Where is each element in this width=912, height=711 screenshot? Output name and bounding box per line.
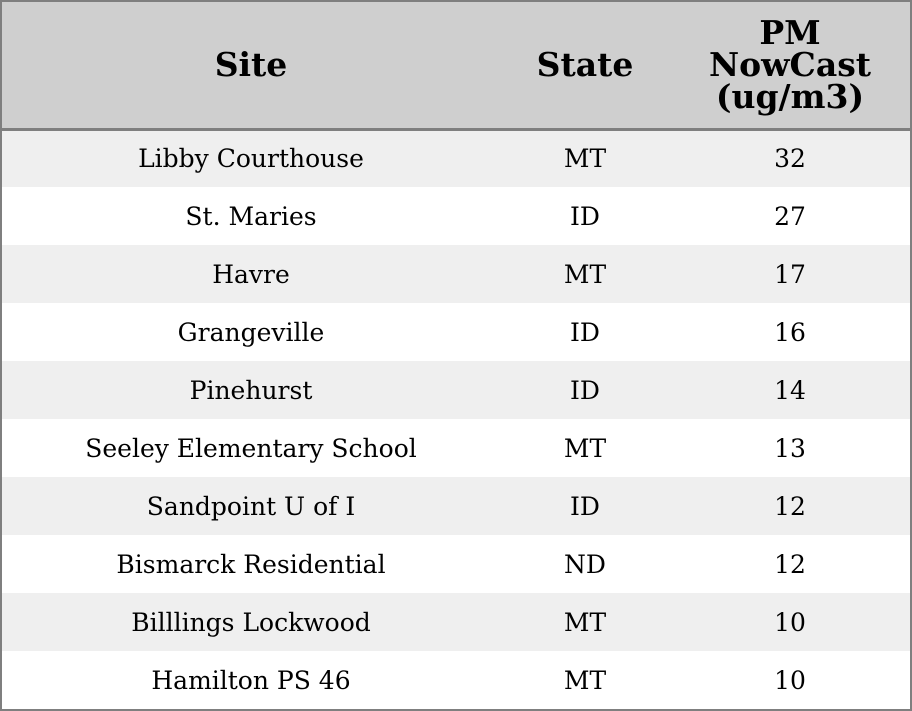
table-row [2, 419, 910, 477]
table-row [2, 535, 910, 593]
pm-nowcast-table [2, 2, 910, 709]
cell-state: ID [570, 201, 600, 231]
cell-pm: 12 [774, 491, 806, 521]
cell-state: ND [564, 549, 606, 579]
cell-site: Sandpoint U of I [146, 491, 356, 521]
cell-pm: 14 [774, 375, 806, 405]
cell-state: ID [570, 491, 600, 521]
cell-site: Bismarck Residential [116, 549, 386, 579]
pm-header-line-1: PM [759, 12, 821, 52]
column-header-pm-nowcast [670, 2, 910, 129]
table-row [2, 651, 910, 709]
table-header [2, 2, 910, 129]
cell-pm: 10 [774, 607, 806, 637]
cell-pm: 10 [774, 665, 806, 695]
table-row [2, 129, 910, 187]
table-body [2, 129, 910, 709]
table-row [2, 245, 910, 303]
cell-pm: 17 [774, 259, 806, 289]
pm-header-line-3: (ug/m3) [715, 76, 865, 116]
cell-site: St. Maries [185, 201, 317, 231]
cell-site: Pinehurst [189, 375, 313, 405]
table-row [2, 477, 910, 535]
cell-pm: 16 [774, 317, 806, 347]
header-row [2, 2, 910, 129]
cell-pm: 13 [774, 433, 806, 463]
cell-state: MT [563, 144, 607, 174]
cell-pm: 12 [774, 549, 806, 579]
cell-site: Grangeville [177, 317, 325, 347]
table-row [2, 593, 910, 651]
table-row [2, 187, 910, 245]
cell-state: MT [563, 433, 607, 463]
pm-header-line-2: NowCast [708, 44, 872, 84]
table-row [2, 303, 910, 361]
cell-state: MT [563, 665, 607, 695]
cell-state: MT [563, 607, 607, 637]
cell-site: Seeley Elementary School [85, 433, 417, 463]
table-row [2, 361, 910, 419]
cell-site: Libby Courthouse [138, 144, 364, 174]
cell-site: Hamilton PS 46 [151, 665, 351, 695]
cell-site: Havre [212, 259, 290, 289]
cell-state: ID [570, 375, 600, 405]
cell-site: Billlings Lockwood [131, 607, 371, 637]
cell-state: MT [563, 259, 607, 289]
column-header-site: Site [2, 2, 500, 129]
cell-state: ID [570, 317, 600, 347]
cell-pm: 27 [774, 201, 806, 231]
column-header-state: State [500, 2, 670, 129]
cell-pm: 32 [774, 144, 806, 174]
